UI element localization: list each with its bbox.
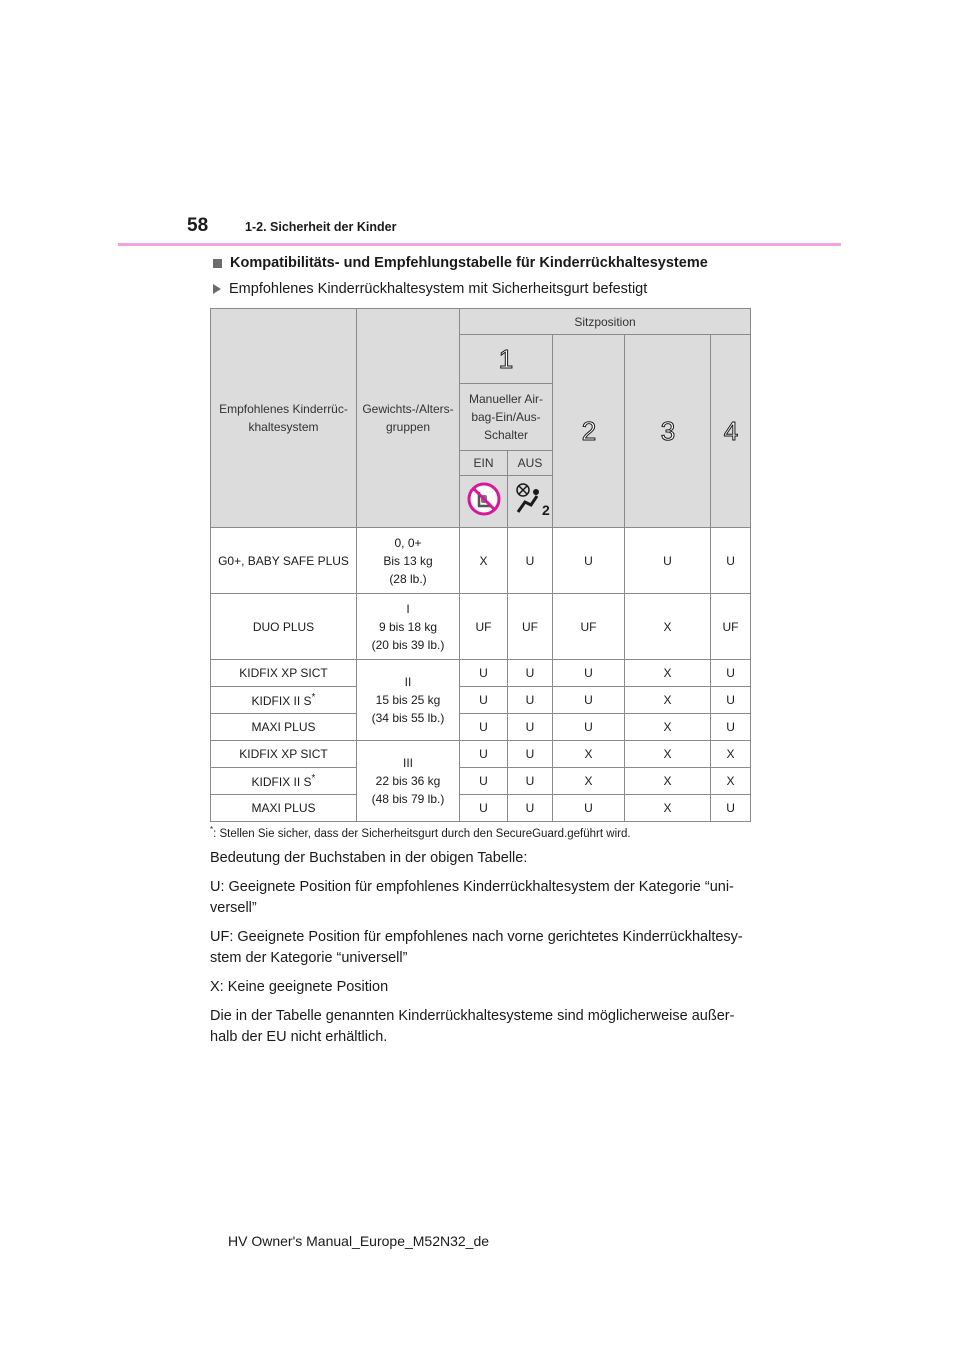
value-cell: U xyxy=(553,714,625,741)
value-cell: U xyxy=(711,660,751,687)
section-heading xyxy=(213,255,708,271)
passenger-airbag-on-icon xyxy=(460,476,508,528)
value-cell: X xyxy=(625,714,711,741)
value-cell: X xyxy=(711,768,751,795)
svg-text:2: 2 xyxy=(542,502,550,518)
footnote-mark: * xyxy=(311,692,316,703)
svg-text:2: 2 xyxy=(581,416,596,446)
value-cell: X xyxy=(711,741,751,768)
airbag-on-label: EIN xyxy=(460,451,508,476)
legend-uf: UF: Geeignete Position für empfohlenes nach vorne gerichtetes Kinderrückhaltesy-stem der Kategorie “universell” xyxy=(210,929,743,966)
page-number: 58 xyxy=(187,215,209,236)
value-cell: U xyxy=(711,714,751,741)
table-row xyxy=(211,660,751,687)
value-cell: U xyxy=(460,741,508,768)
value-cell: U xyxy=(508,795,553,822)
value-cell: U xyxy=(460,714,508,741)
airbag-switch-label: Manueller Air-bag-Ein/Aus-Schalter xyxy=(460,384,553,451)
triangle-bullet-icon xyxy=(213,284,221,294)
system-cell: KIDFIX II S* xyxy=(211,687,357,714)
sub-heading-text: Empfohlenes Kinderrückhaltesystem mit Sicherheitsgurt befestigt xyxy=(229,281,648,297)
value-cell: X xyxy=(625,687,711,714)
legend-intro: Bedeutung der Buchstaben in der obigen Tabelle: xyxy=(210,850,528,866)
group-cell: III 22 bis 36 kg (48 bis 79 lb.) xyxy=(357,741,460,822)
seat-number-1 xyxy=(460,335,553,384)
section-title: 1-2. Sicherheit der Kinder xyxy=(245,220,397,234)
group-cell: 0, 0+ Bis 13 kg (28 lb.) xyxy=(357,528,460,594)
svg-text:1: 1 xyxy=(498,344,514,374)
footnote-mark: * xyxy=(311,773,316,784)
system-cell: KIDFIX XP SICT xyxy=(211,741,357,768)
value-cell: X xyxy=(625,741,711,768)
value-cell: U xyxy=(508,528,553,594)
value-cell: U xyxy=(460,795,508,822)
legend xyxy=(210,848,755,1056)
table-row xyxy=(211,768,751,795)
table-row xyxy=(211,714,751,741)
header-seat-position: Sitzposition xyxy=(460,309,751,335)
table-row xyxy=(211,594,751,660)
system-cell: DUO PLUS xyxy=(211,594,357,660)
value-cell: UF xyxy=(460,594,508,660)
value-cell: U xyxy=(508,687,553,714)
value-cell: X xyxy=(625,594,711,660)
system-cell: MAXI PLUS xyxy=(211,714,357,741)
header-group: Gewichts-/Alters-gruppen xyxy=(357,309,460,528)
value-cell: UF xyxy=(711,594,751,660)
passenger-airbag-off-icon xyxy=(508,476,553,528)
sub-heading xyxy=(213,281,647,297)
value-cell: U xyxy=(711,687,751,714)
group-cell: II 15 bis 25 kg (34 bis 55 lb.) xyxy=(357,660,460,741)
value-cell: U xyxy=(508,768,553,795)
value-cell: U xyxy=(460,660,508,687)
value-cell: U xyxy=(508,660,553,687)
value-cell: U xyxy=(460,768,508,795)
seat-number-3 xyxy=(625,335,711,528)
value-cell: U xyxy=(460,687,508,714)
footnote-text: : Stellen Sie sicher, dass der Sicherheitsgurt durch den SecureGuard.geführt wird. xyxy=(213,827,631,840)
table-row xyxy=(211,528,751,594)
value-cell: X xyxy=(625,795,711,822)
svg-text:4: 4 xyxy=(723,416,738,446)
value-cell: U xyxy=(711,795,751,822)
value-cell: U xyxy=(508,741,553,768)
value-cell: U xyxy=(553,795,625,822)
group-cell: I 9 bis 18 kg (20 bis 39 lb.) xyxy=(357,594,460,660)
table-row xyxy=(211,687,751,714)
system-cell: MAXI PLUS xyxy=(211,795,357,822)
header-system: Empfohlenes Kinderrüc-khaltesystem xyxy=(211,309,357,528)
legend-note: Die in der Tabelle genannten Kinderrückhaltesysteme sind möglicherweise außer-halb der EU nicht erhältlich. xyxy=(210,1008,735,1045)
header-divider xyxy=(118,243,841,246)
value-cell: X xyxy=(460,528,508,594)
value-cell: X xyxy=(625,768,711,795)
value-cell: U xyxy=(625,528,711,594)
system-cell: KIDFIX II S* xyxy=(211,768,357,795)
value-cell: UF xyxy=(508,594,553,660)
manual-name: HV Owner's Manual_Europe_M52N32_de xyxy=(228,1233,490,1249)
seat-number-4 xyxy=(711,335,751,528)
value-cell: U xyxy=(553,687,625,714)
section-heading-text: Kompatibilitäts- und Empfehlungstabelle für Kinderrückhaltesysteme xyxy=(230,255,708,271)
value-cell: U xyxy=(711,528,751,594)
airbag-off-label: AUS xyxy=(508,451,553,476)
value-cell: U xyxy=(508,714,553,741)
table-row xyxy=(211,741,751,768)
value-cell: X xyxy=(553,768,625,795)
value-cell: X xyxy=(625,660,711,687)
legend-x: X: Keine geeignete Position xyxy=(210,979,389,995)
system-cell: KIDFIX XP SICT xyxy=(211,660,357,687)
compatibility-table xyxy=(210,308,751,822)
square-bullet-icon xyxy=(213,259,222,268)
table-footnote xyxy=(210,825,631,840)
value-cell: U xyxy=(553,528,625,594)
value-cell: U xyxy=(553,660,625,687)
legend-u: U: Geeignete Position für empfohlenes Kinderrückhaltesystem der Kategorie “uni-versell” xyxy=(210,879,734,916)
value-cell: UF xyxy=(553,594,625,660)
footnote-mark: * xyxy=(210,825,214,834)
table-row xyxy=(211,795,751,822)
seat-number-2 xyxy=(553,335,625,528)
svg-text:3: 3 xyxy=(660,416,675,446)
value-cell: X xyxy=(553,741,625,768)
system-cell: G0+, BABY SAFE PLUS xyxy=(211,528,357,594)
